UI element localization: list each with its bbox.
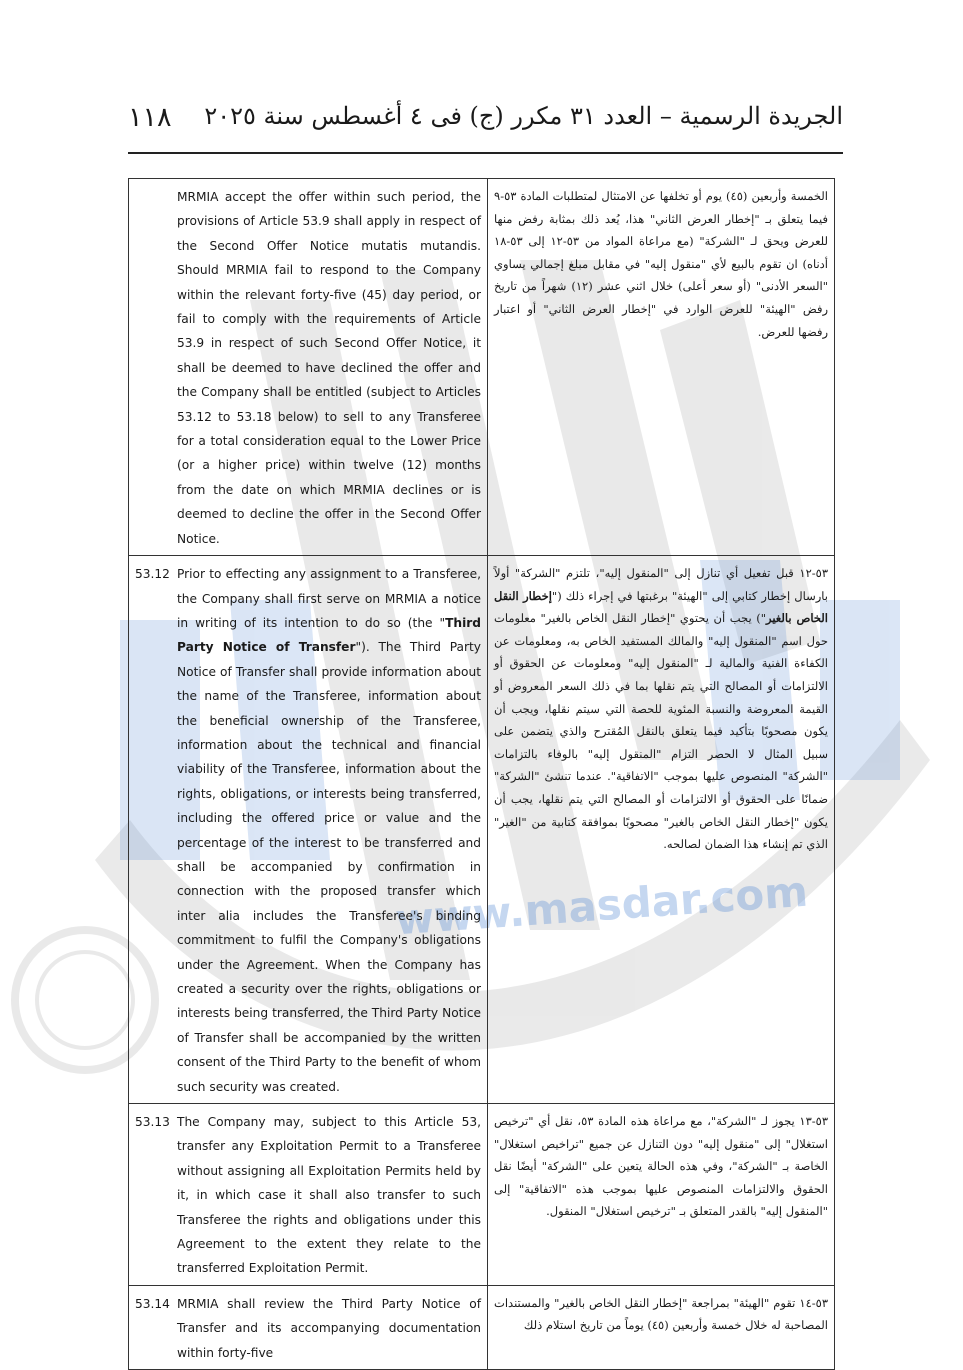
article-number: 53.12 xyxy=(135,567,170,582)
english-clause-text: MRMIA shall review the Third Party Notice of Transfer and its accompanying documentation within forty-five xyxy=(177,1296,482,1360)
clause-text-part: Prior to effecting any assignment to a Transferee, the Company shall first serve on MRMIA a notice in writing of its intention to do so (the " xyxy=(177,567,482,630)
watermark-site-text: www.masdar.com xyxy=(393,866,810,945)
clause-text-part: "). The Third Party Notice of Transfer shall provide information about the name of the Transferee, information about the beneficial ownership of the Transferee, information about the technical and financial viability of the Transferee, information about the rights, obligations, or interests being transferred, including the offered price or value and the percentage of the interest to be transferred and shall be accompanied by confirmation in connection with the proposed transfer which inter alia includes the Transferee's binding commitment to fulfil the Company's obligations under the Agreement. When the Company has created a security over the rights, obligations or interests being transferred, the Third Party Notice of Transfer shall be accompanied by the written consent of the Third Party to the benefit of whom such security was created. xyxy=(177,640,482,1094)
english-cell xyxy=(129,556,488,1104)
clause-text-part: ") يجب أن يحتوي "إخطار النقل الخاص بالغير" معلومات حول اسم "المنقول إليه" والمالك المستفيد الخاص به، ومعلومات عن الكفاءة الفنية والمالية لـ "المنقول إليه" ومعلومات عن الحقوق أو الالتزامات أو المصالح التي يتم نقلها بما في ذلك السعر المعروض أو القيمة المعروضة والنسبة المئوية للحصة التي سيتم نقلها، ويجب أن يكون مصحوبًا بتأكيد فيما يتعلق بالنقل المُقترح والذي يتضمن على سبيل المثال لا الحصر التزام "المنقول إليه" بالوفاء بالتزامات "الشركة" المنصوص عليها بموجب "الاتفاقية". عندما تنشئ "الشركة" ضمانًا على الحقوق أو الالتزامات أو المصالح التي يتم نقلها، يجب أن يكون "إخطار النقل الخاص بالغير" مصحوبًا بموافقة كتابية من "الغير" الذي تم إنشاء هذا الضمان لصالحه. xyxy=(494,611,828,852)
article-number: 53.13 xyxy=(135,1115,170,1130)
arabic-clause-text: ٥٣-١٤ تقوم "الهيئة" بمراجعة "إخطار النقل الخاص بالغير" والمستندات المصاحبة له خلال خمسة وأربعين (٤٥) يوماً من تاريخ استلام ذلك xyxy=(494,1295,828,1333)
page-header xyxy=(128,92,843,154)
arabic-clause-text: ٥٣-١٣ يجوز لـ "الشركة"، مع مراعاة هذه المادة ٥٣، نقل أي "ترخيص استغلال" إلى "منقول إليه" دون التنازل عن جميع "تراخيص استغلال" الخاصة بـ "الشركة"، وفي هذه الحالة يتعين على "الشركة" أيضًا نقل الحقوق والالتزامات المنصوص عليها بموجب هذه "الاتفاقية" إلى "المنقول إليه" بالقدر المتعلق بـ "ترخيص استغلال" المنقول. xyxy=(494,1114,828,1219)
english-clause-text: The Company may, subject to this Article 53, transfer any Exploitation Permit to a Transferee without assigning all Exploitation Permits held by it, in which case it shall also transfer to such Transferee the rights and obligations under this Agreement to the extent they relate to the transferred Exploitation Permit. xyxy=(177,1115,482,1276)
english-clause-text xyxy=(177,562,481,1099)
page-number: ١١٨ xyxy=(128,102,172,133)
article-number: 53.14 xyxy=(135,1296,170,1311)
table-row xyxy=(129,1285,835,1369)
article-number xyxy=(135,185,177,551)
table-row xyxy=(129,179,835,556)
arabic-clause-text xyxy=(494,562,828,856)
defined-term: إخطار النقل الخاص بالغير xyxy=(494,588,828,626)
english-cell xyxy=(129,179,488,556)
table-row xyxy=(129,556,835,1104)
bilingual-contract-table xyxy=(128,178,835,1370)
arabic-cell xyxy=(488,1104,835,1286)
arabic-cell xyxy=(488,179,835,556)
defined-term: Third Party Notice of Transfer xyxy=(177,615,482,655)
gazette-title: الجريدة الرسمية – العدد ٣١ مكرر (ج) فى ٤ أغسطس سنة ٢٠٢٥ xyxy=(204,102,843,130)
english-cell xyxy=(129,1285,488,1369)
arabic-clause-text: الخمسة وأربعين (٤٥) يوم أو تخلفها عن الامتثال لمتطلبات المادة ٥٣-٩ فيما يتعلق بـ "إخطار العرض الثاني" هذا، يُعد ذلك بمثابة رفض منها للعرض ويحق لـ "الشركة" (مع مراعاة المواد من ٥٣-١٢ إلى ٥٣-١٨ أدناه) ان تقوم بالبيع لأي "منقول إليه" في مقابل مبلغ إجمالي يساوي "السعر الأدنى" (أو سعر أعلى) خلال اثني عشر (١٢) شهراً من تاريخ رفض "الهيئة" للعرض الوارد في "إخطار العرض الثاني" أو اعتبار رفضها للعرض. xyxy=(494,189,828,339)
arabic-cell xyxy=(488,556,835,1104)
table-row xyxy=(129,1104,835,1286)
english-clause-text: MRMIA accept the offer within such period, the provisions of Article 53.9 shall apply in respect of the Second Offer Notice mutatis mutandis. Should MRMIA fail to respond to the Company within the relevant forty-five (45) day period, or fail to comply with the requirements of Article 53.9 in respect of such Second Offer Notice, it shall be deemed to have declined the offer and the Company shall be entitled (subject to Articles 53.12 to 53.18 below) to sell to any Transferee for a total consideration equal to the Lower Price (or a higher price) within twelve (12) months from the date on which MRMIA declines or is deemed to decline the offer in the Second Offer Notice. xyxy=(177,190,482,546)
english-cell xyxy=(129,1104,488,1286)
clause-text-part: ٥٣-١٢ قبل تفعيل أي تنازل إلى "المنقول إليه"، تلتزم "الشركة" أولاً بارسال إخطار كتابي إلى "الهيئة" برغبتها في إجراء ذلك (" xyxy=(494,566,828,603)
arabic-cell xyxy=(488,1285,835,1369)
